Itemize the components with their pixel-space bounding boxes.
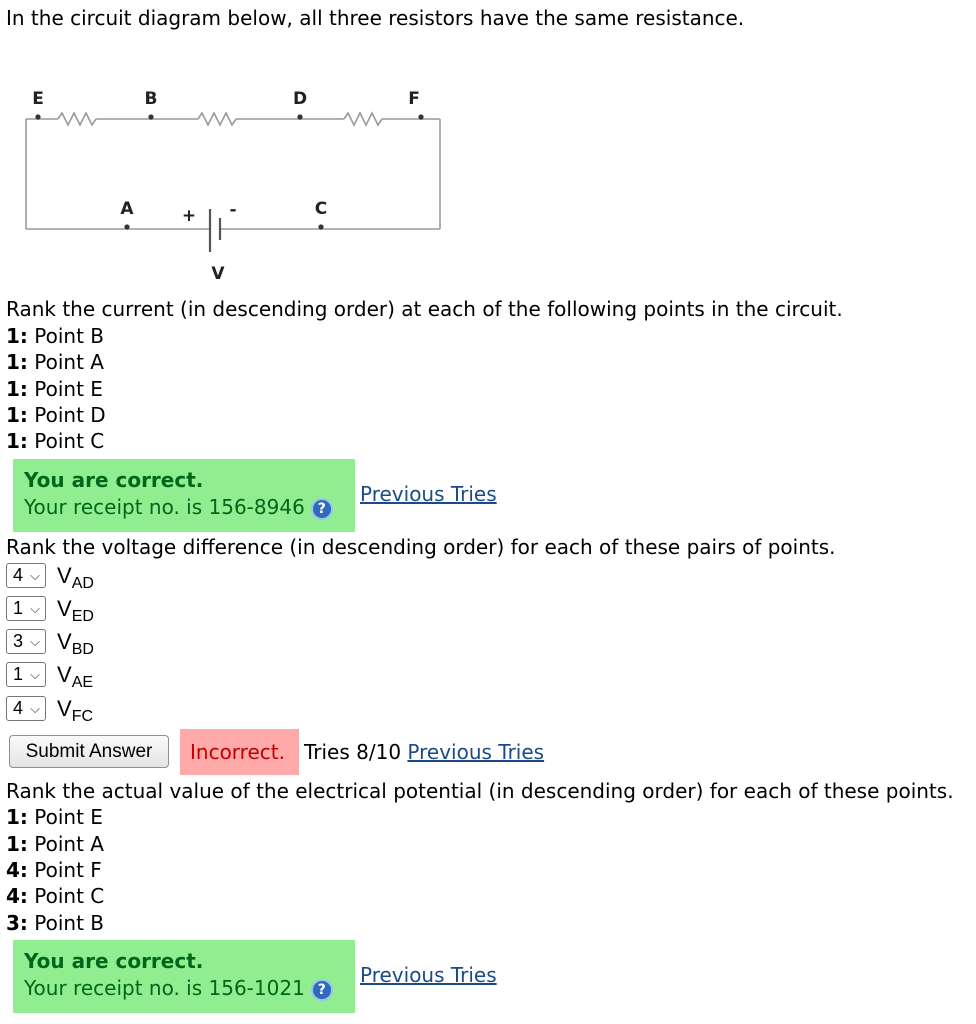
q1-receipt-text: Your receipt no. is 156-8946 [24, 495, 305, 519]
q3-rank: 4: [6, 884, 28, 908]
q2-pair-sub: FC [71, 708, 94, 725]
q1-rank: 1: [6, 377, 28, 401]
q2-pair-label [57, 596, 94, 630]
q3-answer-row [6, 884, 104, 908]
q1-point: Point E [34, 377, 103, 401]
resistor-df [344, 113, 382, 125]
q2-pair-v: V [57, 596, 72, 621]
q1-point: Point A [34, 350, 104, 374]
q2-select-value: 3 [13, 631, 24, 651]
help-icon[interactable]: ? [311, 498, 333, 520]
q2-pair-label [57, 696, 93, 730]
chevron-down-icon: ⌵ [30, 568, 40, 583]
label-b: B [144, 89, 158, 109]
q1-answer-row [6, 377, 103, 401]
q2-prompt: Rank the voltage difference (in descending order) for each of these pairs of points. [6, 535, 836, 559]
q2-select-value: 4 [13, 698, 24, 718]
chevron-down-icon: ⌵ [30, 701, 40, 716]
chevron-down-icon: ⌵ [30, 601, 40, 616]
q1-point: Point B [34, 324, 105, 348]
q2-pair-sub: AE [71, 674, 94, 691]
q2-rank-select[interactable] [6, 563, 46, 588]
q3-answer-row [6, 858, 102, 882]
point-e-dot [35, 114, 40, 119]
q1-feedback-title: You are correct. [24, 468, 204, 492]
q3-correct-feedback [13, 940, 355, 1013]
point-c-dot [318, 224, 323, 229]
q2-status: Incorrect. [190, 740, 285, 764]
q3-receipt-text: Your receipt no. is 156-1021 [24, 976, 305, 1000]
q1-answer-row [6, 403, 106, 427]
q2-pair-v: V [57, 662, 72, 687]
q2-tries-count: Tries 8/10 [304, 740, 402, 764]
q1-point: Point C [34, 429, 105, 453]
q2-pair-sub: BD [71, 641, 94, 658]
q2-pair-label [57, 629, 94, 663]
q2-tries [304, 740, 544, 764]
q1-rank: 1: [6, 324, 28, 348]
label-v: V [211, 264, 225, 284]
help-icon[interactable]: ? [311, 979, 333, 1001]
q1-rank: 1: [6, 403, 28, 427]
circuit-diagram [18, 84, 448, 284]
q2-previous-tries-link[interactable]: Previous Tries [407, 740, 545, 764]
q3-rank: 3: [6, 911, 28, 935]
q3-point: Point B [34, 911, 105, 935]
submit-answer-button[interactable]: Submit Answer [9, 735, 169, 768]
q2-pair-v: V [57, 629, 72, 654]
q2-select-value: 1 [13, 664, 24, 684]
resistor-eb [58, 113, 96, 125]
q3-prompt: Rank the actual value of the electrical potential (in descending order) for each of these points. [6, 779, 954, 803]
q1-receipt [24, 495, 333, 520]
q3-answer-row [6, 805, 103, 829]
q1-rank: 1: [6, 429, 28, 453]
q1-point: Point D [34, 403, 106, 427]
q2-select-value: 4 [13, 565, 24, 585]
point-b-dot [148, 114, 153, 119]
q3-answer-row [6, 911, 104, 935]
point-a-dot [124, 224, 129, 229]
label-c: C [314, 199, 328, 219]
q3-answer-row [6, 832, 104, 856]
q2-pair-v: V [57, 563, 72, 588]
q2-rank-select[interactable] [6, 696, 46, 721]
label-plus: + [181, 206, 197, 226]
point-d-dot [297, 114, 302, 119]
q3-rank: 1: [6, 832, 28, 856]
q1-prompt: Rank the current (in descending order) at each of the following points in the circuit. [6, 297, 843, 321]
q1-answer-row [6, 324, 104, 348]
point-f-dot [418, 114, 423, 119]
q3-point: Point F [34, 858, 102, 882]
q2-pair-sub: AD [71, 575, 94, 592]
q2-select-value: 1 [13, 598, 24, 618]
q2-rank-select[interactable] [6, 662, 46, 687]
resistor-bd [198, 113, 236, 125]
q3-point: Point C [34, 884, 105, 908]
q2-incorrect-feedback [180, 729, 299, 775]
label-e: E [32, 89, 44, 109]
q3-point: Point A [34, 832, 104, 856]
q1-rank: 1: [6, 350, 28, 374]
q1-correct-feedback [13, 459, 355, 532]
q2-rank-select[interactable] [6, 629, 46, 654]
label-f: F [408, 89, 420, 109]
q3-rank: 1: [6, 805, 28, 829]
q1-answer-row [6, 429, 104, 453]
q3-point: Point E [34, 805, 103, 829]
question-intro: In the circuit diagram below, all three resistors have the same resistance. [6, 6, 745, 30]
chevron-down-icon: ⌵ [30, 634, 40, 649]
q2-pair-v: V [57, 696, 72, 721]
label-a: A [120, 199, 134, 219]
q3-rank: 4: [6, 858, 28, 882]
q2-pair-label [57, 563, 94, 597]
q3-feedback-title: You are correct. [24, 949, 204, 973]
q3-previous-tries-link[interactable]: Previous Tries [360, 963, 497, 987]
label-d: D [292, 89, 308, 109]
chevron-down-icon: ⌵ [30, 667, 40, 682]
q2-pair-sub: ED [71, 608, 94, 625]
q2-rank-select[interactable] [6, 596, 46, 621]
q2-pair-label [57, 662, 93, 696]
label-minus: - [229, 200, 237, 220]
q1-answer-row [6, 350, 104, 374]
q3-receipt [24, 976, 333, 1001]
q1-previous-tries-link[interactable]: Previous Tries [360, 482, 497, 506]
